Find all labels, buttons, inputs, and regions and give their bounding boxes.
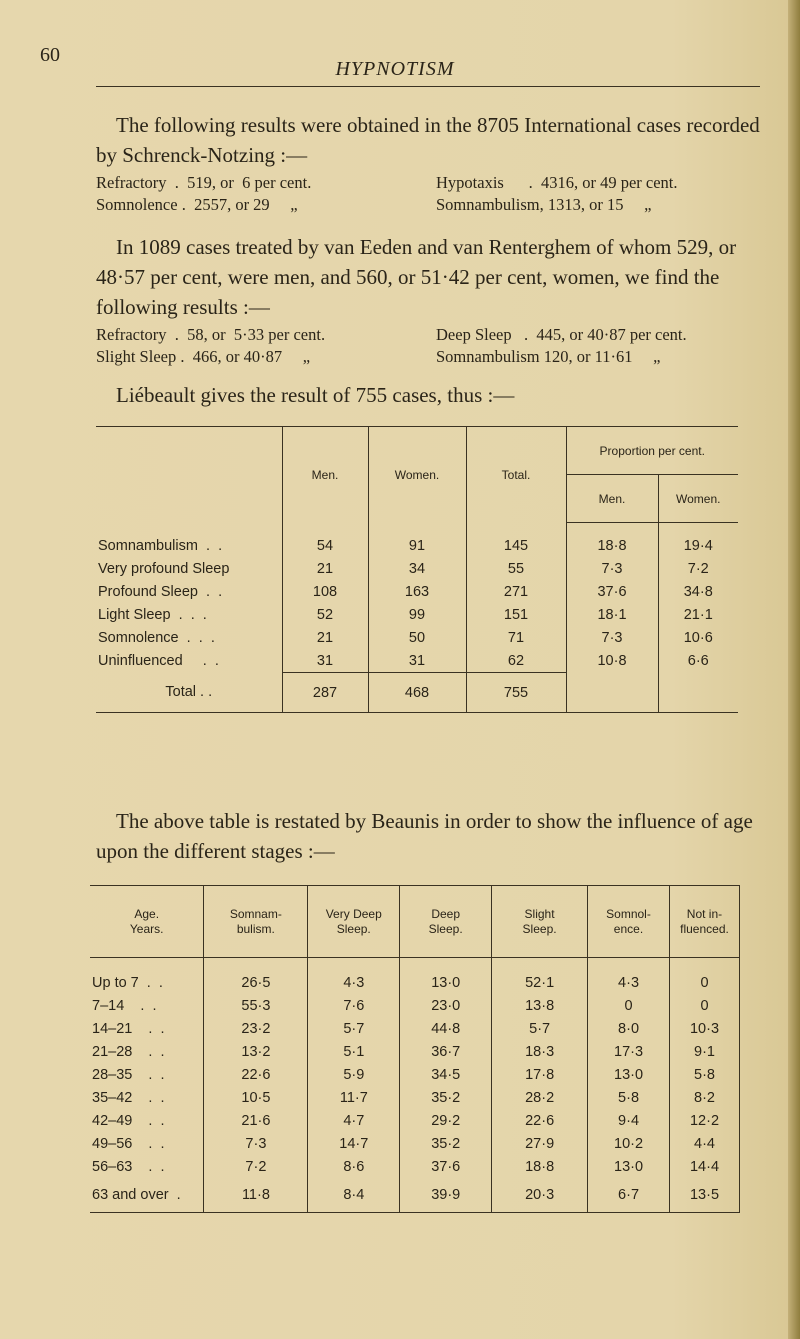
cell: 21 [282,558,368,581]
cell: 34 [368,558,466,581]
cell: 31 [368,650,466,673]
cell: 5·7 [308,1017,400,1040]
stat-cell: Hypotaxis . 4316, or 49 per cent. [436,173,678,192]
cell: 8·2 [670,1086,740,1109]
cell: 13·0 [400,971,492,994]
cell: 23·2 [204,1017,308,1040]
cell: 11·7 [308,1086,400,1109]
cell: 37·6 [400,1155,492,1178]
paragraph-text: In 1089 cases treated by van Eeden and van Renterghem of whom 529, or 48·57 per cent, were men, and 560, or 51·42 per cent, women, we find the following results :— [96,235,737,319]
table-row [96,650,738,673]
cell: 27·9 [492,1132,588,1155]
cell: 151 [466,604,566,627]
cell: 39·9 [400,1178,492,1213]
table-row [90,1063,740,1086]
row-label: Somnolence . . . [96,627,282,650]
cell: 31 [282,650,368,673]
cell: 5·7 [492,1017,588,1040]
cell: 55·3 [204,994,308,1017]
cell: 13·0 [588,1063,670,1086]
row-label: Up to 7 . . [90,971,204,994]
cell: 5·9 [308,1063,400,1086]
cell: 0 [588,994,670,1017]
total-row [96,673,738,713]
cell: 20·3 [492,1178,588,1213]
cell: 7·6 [308,994,400,1017]
header-row [90,886,740,958]
paragraph-van-eeden [96,232,776,322]
cell: 52 [282,604,368,627]
cell: 17·3 [588,1040,670,1063]
row-label: 42–49 . . [90,1109,204,1132]
stat-cell: Deep Sleep . 445, or 40·87 per cent. [436,325,687,344]
cell: 37·6 [566,581,658,604]
header-somnolence [588,886,670,958]
row-label: 28–35 . . [90,1063,204,1086]
stats-schrenck [96,172,796,216]
cell: 8·6 [308,1155,400,1178]
cell: 10·8 [566,650,658,673]
cell: 21 [282,627,368,650]
cell: 287 [282,673,368,713]
cell: 163 [368,581,466,604]
row-label: 56–63 . . [90,1155,204,1178]
header-somnambulism [204,886,308,958]
row-label: Total . . [96,673,282,713]
cell: 23·0 [400,994,492,1017]
cell: 11·8 [204,1178,308,1213]
cell: 0 [670,971,740,994]
cell: 7·2 [204,1155,308,1178]
stats-row [96,346,796,368]
cell: 7·3 [566,627,658,650]
cell: 62 [466,650,566,673]
table-row [90,1109,740,1132]
cell: 4·7 [308,1109,400,1132]
table-row [96,604,738,627]
cell: 9·1 [670,1040,740,1063]
cell: 35·2 [400,1086,492,1109]
page-number: 60 [40,44,60,66]
cell: 71 [466,627,566,650]
row-label: Light Sleep . . . [96,604,282,627]
stat-cell: Refractory . 58, or 5·33 per cent. [96,325,326,344]
row-label: Profound Sleep . . [96,581,282,604]
header-line: Deep [431,906,460,921]
cell: 4·3 [308,971,400,994]
row-label: 7–14 . . [90,994,204,1017]
cell: 34·5 [400,1063,492,1086]
cell: 19·4 [683,538,713,554]
cell: 145 [466,535,566,558]
cell: 35·2 [400,1132,492,1155]
row-label: 63 and over . [90,1178,204,1213]
cell: 44·8 [400,1017,492,1040]
cell: 7·3 [566,558,658,581]
stats-row [96,324,796,346]
cell: 18·1 [566,604,658,627]
cell: 4·3 [588,971,670,994]
row-label: Uninfluenced . . [96,650,282,673]
cell: 271 [466,581,566,604]
header-rule [96,86,760,87]
table-row [96,581,738,604]
header-line: Very Deep [325,906,382,921]
cell: 21·1 [683,607,713,623]
cell: 10·2 [588,1132,670,1155]
cell: 34·8 [683,584,713,600]
header-prop-men: Men. [566,475,658,523]
header-not-influenced [669,886,739,958]
cell: 5·1 [308,1040,400,1063]
header-very-deep-sleep [308,886,400,958]
row-label: 21–28 . . [90,1040,204,1063]
beaunis-age-table [90,885,740,972]
paragraph-liebeault [96,380,776,410]
table-row [96,627,738,650]
row-label: 14–21 . . [90,1017,204,1040]
stats-row [96,172,796,194]
header-line: fluenced. [680,921,729,936]
cell: 5·8 [588,1086,670,1109]
table-row [90,994,740,1017]
header-line: ence. [613,921,644,936]
table-row [90,1086,740,1109]
stat-cell: Somnambulism 120, or 11·61 „ [436,347,661,366]
liebeault-table [96,426,738,713]
cell: 17·8 [492,1063,588,1086]
table-row [90,1155,740,1178]
header-total: Total. [466,427,566,523]
header-line: Somnol- [606,906,651,921]
cell: 8·0 [588,1017,670,1040]
cell: 54 [282,535,368,558]
cell: 50 [368,627,466,650]
cell: 7·2 [687,561,709,577]
cell: 26·5 [204,971,308,994]
cell: 0 [670,994,740,1017]
table-row [90,1040,740,1063]
table-row [96,558,738,581]
cell: 18·8 [566,535,658,558]
blank-cell [658,673,738,713]
paragraph-intro [96,110,776,170]
header-age [90,886,204,958]
stat-cell: Somnolence . 2557, or 29 „ [96,195,298,214]
row-label: Very profound Sleep [96,558,282,581]
cell: 18·3 [492,1040,588,1063]
cell: 10·6 [683,630,713,646]
header-men: Men. [282,427,368,523]
cell: 18·8 [492,1155,588,1178]
header-line: Years. [129,921,164,936]
table-row [90,1178,740,1213]
header-deep-sleep [400,886,492,958]
cell: 28·2 [492,1086,588,1109]
paragraph-text: Liébeault gives the result of 755 cases, thus :— [116,383,515,407]
cell: 5·8 [670,1063,740,1086]
header-line: Not in- [686,906,723,921]
table-row [90,1132,740,1155]
stats-row [96,194,796,216]
table-row [90,1017,740,1040]
stat-cell: Refractory . 519, or 6 per cent. [96,173,312,192]
cell: 13·0 [588,1155,670,1178]
running-head: HYPNOTISM [335,58,455,80]
cell: 755 [466,673,566,713]
row-label: Somnambulism . . [96,535,282,558]
stat-cell: Somnambulism, 1313, or 15 „ [436,195,652,214]
cell: 21·6 [204,1109,308,1132]
header-women: Women. [368,427,466,523]
header-line: bulism. [236,921,275,936]
stats-van-eeden [96,324,796,368]
header-line: Sleep. [336,921,371,936]
header-slight-sleep [492,886,588,958]
paragraph-beaunis [96,806,776,866]
cell: 7·3 [204,1132,308,1155]
table-row [96,535,738,558]
cell: 22·6 [204,1063,308,1086]
header-line: Age. [134,906,160,921]
cell: 6·6 [687,653,709,669]
beaunis-age-table-body [90,971,740,1213]
header-line: Somnam- [229,906,282,921]
cell: 13·8 [492,994,588,1017]
header-line: Sleep. [522,921,557,936]
header-line: Slight [524,906,555,921]
cell: 22·6 [492,1109,588,1132]
cell: 13·5 [670,1178,740,1213]
stat-cell: Slight Sleep . 466, or 40·87 „ [96,347,311,366]
row-label: 35–42 . . [90,1086,204,1109]
cell: 6·7 [588,1178,670,1213]
header-blank [96,427,282,523]
cell: 10·5 [204,1086,308,1109]
blank-cell [566,673,658,713]
cell: 10·3 [670,1017,740,1040]
cell: 52·1 [492,971,588,994]
paragraph-text: The above table is restated by Beaunis in order to show the influence of age upon the different stages :— [96,809,753,863]
cell: 91 [368,535,466,558]
cell: 12·2 [670,1109,740,1132]
row-label: 49–56 . . [90,1132,204,1155]
cell: 36·7 [400,1040,492,1063]
cell: 8·4 [308,1178,400,1213]
cell: 14·7 [308,1132,400,1155]
table-row [90,971,740,994]
cell: 13·2 [204,1040,308,1063]
header-line: Sleep. [428,921,463,936]
cell: 468 [368,673,466,713]
cell: 55 [466,558,566,581]
header-prop-women: Women. [658,475,738,523]
cell: 29·2 [400,1109,492,1132]
cell: 4·4 [670,1132,740,1155]
cell: 108 [282,581,368,604]
header-proportion: Proportion per cent. [566,427,738,475]
cell: 9·4 [588,1109,670,1132]
paragraph-text: The following results were obtained in the 8705 International cases recorded by Schrenck-Notzing :— [96,113,760,167]
cell: 14·4 [670,1155,740,1178]
cell: 99 [368,604,466,627]
